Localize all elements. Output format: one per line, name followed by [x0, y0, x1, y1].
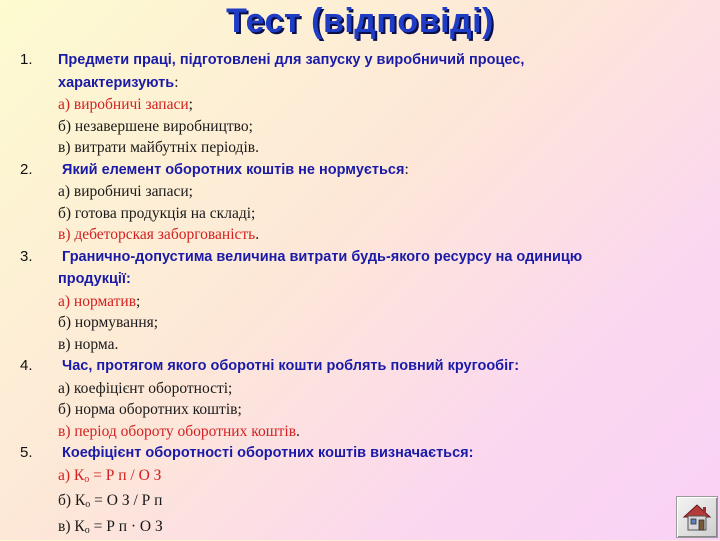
home-icon: [681, 501, 713, 533]
correct-answer: а) $К_о = Р$ п / О З: [20, 465, 700, 491]
question-text: Предмети праці, підготовлені для запуску у виробничий процес,: [58, 52, 524, 68]
question-text: Коефіцієнт оборотності оборотних коштів визначається:: [58, 445, 473, 461]
correct-answer: а) норматив: [58, 293, 136, 310]
question-5: [20, 442, 700, 541]
question-number: 5.: [20, 442, 58, 464]
question-text: Який елемент оборотних коштів не нормується: [58, 162, 404, 178]
answer-option: в) дебеторская заборгованість.: [20, 224, 700, 246]
question-text: Гранично-допустима величина витрати будь-якого ресурсу на одиницю: [58, 249, 582, 265]
question-text: Час, протягом якого оборотні кошти роблять повний кругообіг:: [58, 358, 519, 374]
answer-option: в) витрати майбутніх періодів.: [20, 137, 700, 159]
answer-option: б) незавершене виробництво;: [20, 116, 700, 138]
home-button[interactable]: [676, 496, 718, 538]
question-number: 4.: [20, 355, 58, 377]
correct-answer: а) виробничі запаси: [58, 96, 189, 113]
answer-option: в) період обороту оборотних коштів.: [20, 421, 700, 443]
correct-answer: в) період обороту оборотних коштів: [58, 423, 296, 440]
question-number: 1.: [20, 49, 58, 71]
question-text-cont: характеризують: [58, 75, 174, 91]
question-number: 2.: [20, 159, 58, 181]
answer-option: в) норма.: [20, 334, 700, 356]
answer-option: б) готова продукція на складі;: [20, 203, 700, 225]
answer-option: б) $К_о = О$ З / Р п: [20, 490, 700, 516]
question-2: 2. Який елемент оборотних коштів не нормується: а) виробничі запаси; б) готова продукція на складі; в) дебеторская заборгованість.: [20, 159, 700, 246]
question-text-cont: продукції:: [58, 271, 131, 287]
answer-option: б) нормування;: [20, 312, 700, 334]
answer-option: а) виробничі запаси;: [20, 181, 700, 203]
question-list: [20, 49, 700, 541]
answer-option: а) норматив;: [20, 291, 700, 313]
question-4: [20, 355, 700, 442]
question-3: [20, 246, 700, 356]
answer-option: а) виробничі запаси;: [20, 94, 700, 116]
answer-option: в) $К_о = Р$ п · О З: [20, 516, 700, 541]
slide-title: Тест (відповіді): [0, 2, 720, 41]
answer-option: а) коефіцієнт оборотності;: [20, 378, 700, 400]
correct-answer: в) дебеторская заборгованість: [58, 226, 255, 243]
answer-option: б) норма оборотних коштів;: [20, 399, 700, 421]
question-1: 1. Предмети праці, підготовлені для запуску у виробничий процес, характеризують: а) виробничі запаси; б) незавершене виробництво; в) витрати майбутніх періодів.: [20, 49, 700, 159]
question-number: 3.: [20, 246, 58, 268]
